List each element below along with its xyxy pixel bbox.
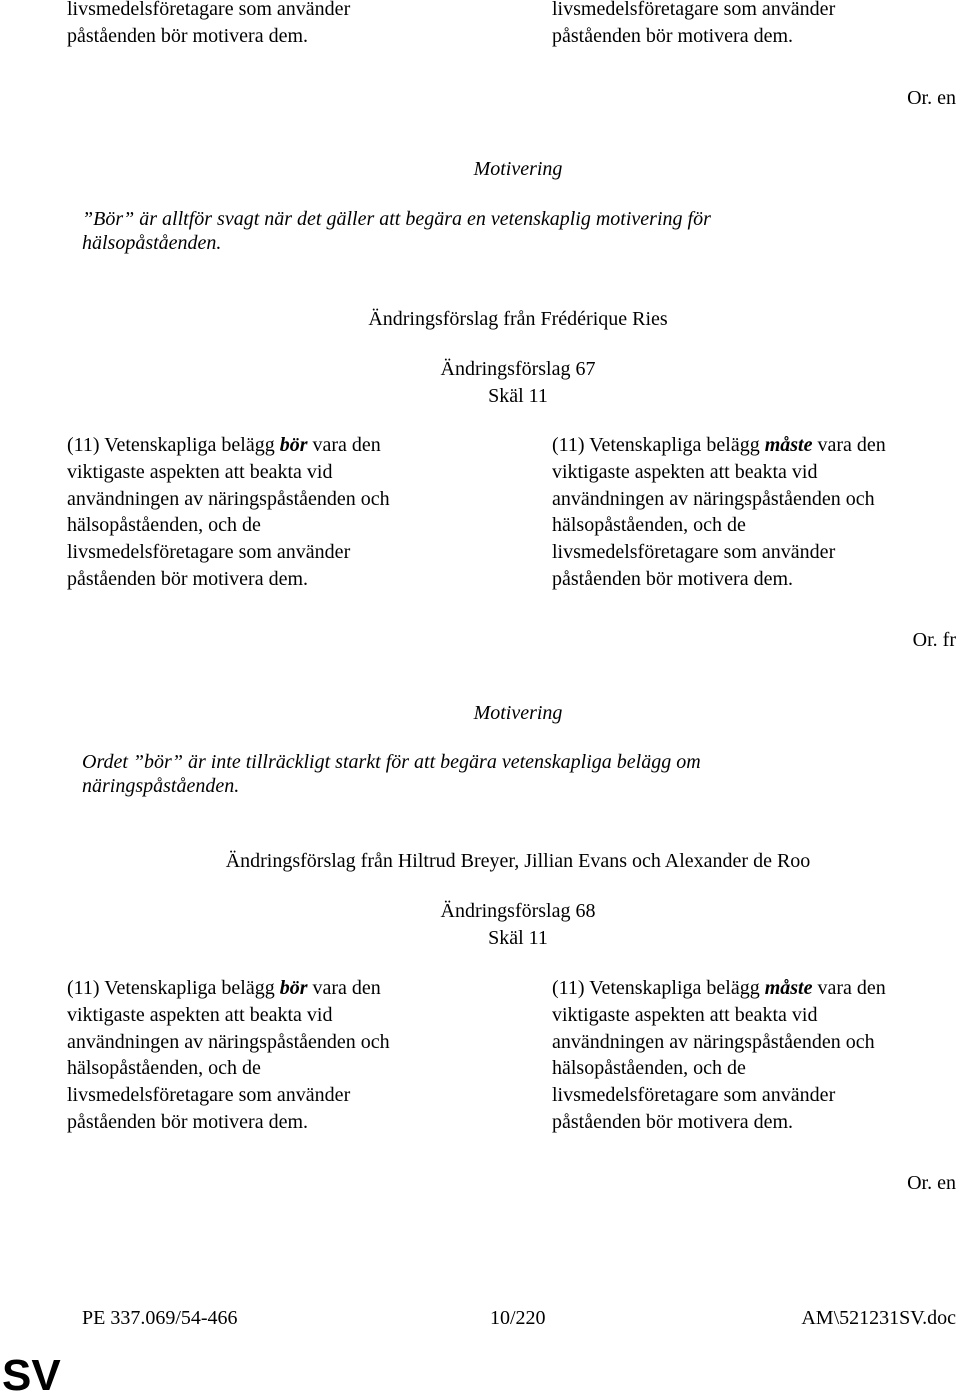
text-line <box>552 975 952 1002</box>
text-line: viktigaste aspekten att beakta vid <box>67 1003 333 1026</box>
document-filename: AM\521231SV.doc <box>801 1307 956 1329</box>
text-line: livsmedelsföretagare som använder <box>552 1084 836 1107</box>
justification-text <box>82 750 842 798</box>
amended-text-column <box>552 975 952 1136</box>
text-line: användningen av näringspåståenden och <box>552 1030 875 1053</box>
text-line: näringspåståenden. <box>82 775 240 797</box>
amendment-author: Ändringsförslag från Hiltrud Breyer, Jillian Evans och Alexander de Roo <box>225 850 811 872</box>
amendment-66-amended-text-tail <box>552 0 952 50</box>
text-line <box>552 432 952 459</box>
amendment-number: Ändringsförslag 67 <box>440 358 596 380</box>
text-line: livsmedelsföretagare som använder <box>552 0 836 20</box>
text-line: livsmedelsföretagare som använder <box>67 541 351 564</box>
text-line: hälsopåståenden, och de <box>552 514 746 537</box>
original-text-column <box>67 432 487 593</box>
original-text-column <box>67 975 487 1136</box>
text-line: ”Bör” är alltför svagt när det gäller att begära en vetenskaplig motivering för <box>82 208 711 230</box>
original-language: Or. en <box>907 1172 956 1194</box>
text-line: livsmedelsföretagare som använder <box>552 541 836 564</box>
text-segment: (11) Vetenskapliga belägg <box>552 977 765 999</box>
text-line: påståenden bör motivera dem. <box>552 1110 794 1133</box>
justification-heading: Motivering <box>473 158 563 180</box>
text-line: påståenden bör motivera dem. <box>67 1110 309 1133</box>
text-line: användningen av näringspåståenden och <box>67 487 390 510</box>
text-line: hälsopåståenden, och de <box>552 1057 746 1080</box>
text-line: viktigaste aspekten att beakta vid <box>67 460 333 483</box>
text-line: viktigaste aspekten att beakta vid <box>552 460 818 483</box>
emphasis: bör <box>279 977 308 999</box>
justification-heading: Motivering <box>473 702 563 724</box>
text-line: påståenden bör motivera dem. <box>552 24 794 47</box>
page-number: 10/220 <box>490 1307 546 1329</box>
text-line: hälsopåståenden, och de <box>67 1057 261 1080</box>
amendment-recital: Skäl 11 <box>488 385 548 407</box>
document-reference: PE 337.069/54-466 <box>82 1307 238 1329</box>
text-line: påståenden bör motivera dem. <box>552 567 794 590</box>
emphasis: bör <box>279 434 308 456</box>
text-segment: (11) Vetenskapliga belägg <box>67 434 280 456</box>
emphasis: måste <box>764 977 813 999</box>
text-line: Ordet ”bör” är inte tillräckligt starkt för att begära vetenskapliga belägg om <box>82 751 701 773</box>
text-segment: vara den <box>812 977 886 999</box>
amendment-recital: Skäl 11 <box>488 927 548 949</box>
emphasis: måste <box>764 434 813 456</box>
amended-text-column <box>552 432 952 593</box>
text-line <box>67 975 487 1002</box>
amendment-author: Ändringsförslag från Frédérique Ries <box>368 308 668 330</box>
text-line: användningen av näringspåståenden och <box>552 487 875 510</box>
language-code: SV <box>2 1351 61 1400</box>
justification-text <box>82 207 842 255</box>
text-line: livsmedelsföretagare som använder <box>67 1084 351 1107</box>
text-line: påståenden bör motivera dem. <box>67 567 309 590</box>
text-segment: (11) Vetenskapliga belägg <box>67 977 280 999</box>
text-segment: (11) Vetenskapliga belägg <box>552 434 765 456</box>
text-segment: vara den <box>307 434 381 456</box>
text-line: hälsopåståenden, och de <box>67 514 261 537</box>
original-language: Or. fr <box>912 629 956 651</box>
text-line: viktigaste aspekten att beakta vid <box>552 1003 818 1026</box>
text-segment: vara den <box>307 977 381 999</box>
amendment-66-original-text-tail <box>67 0 487 50</box>
amendment-number: Ändringsförslag 68 <box>440 900 596 922</box>
text-segment: vara den <box>812 434 886 456</box>
text-line <box>67 432 487 459</box>
text-line: användningen av näringspåståenden och <box>67 1030 390 1053</box>
text-line: hälsopåståenden. <box>82 232 222 254</box>
original-language: Or. en <box>907 87 956 109</box>
text-line: påståenden bör motivera dem. <box>67 24 309 47</box>
text-line: livsmedelsföretagare som använder <box>67 0 351 20</box>
